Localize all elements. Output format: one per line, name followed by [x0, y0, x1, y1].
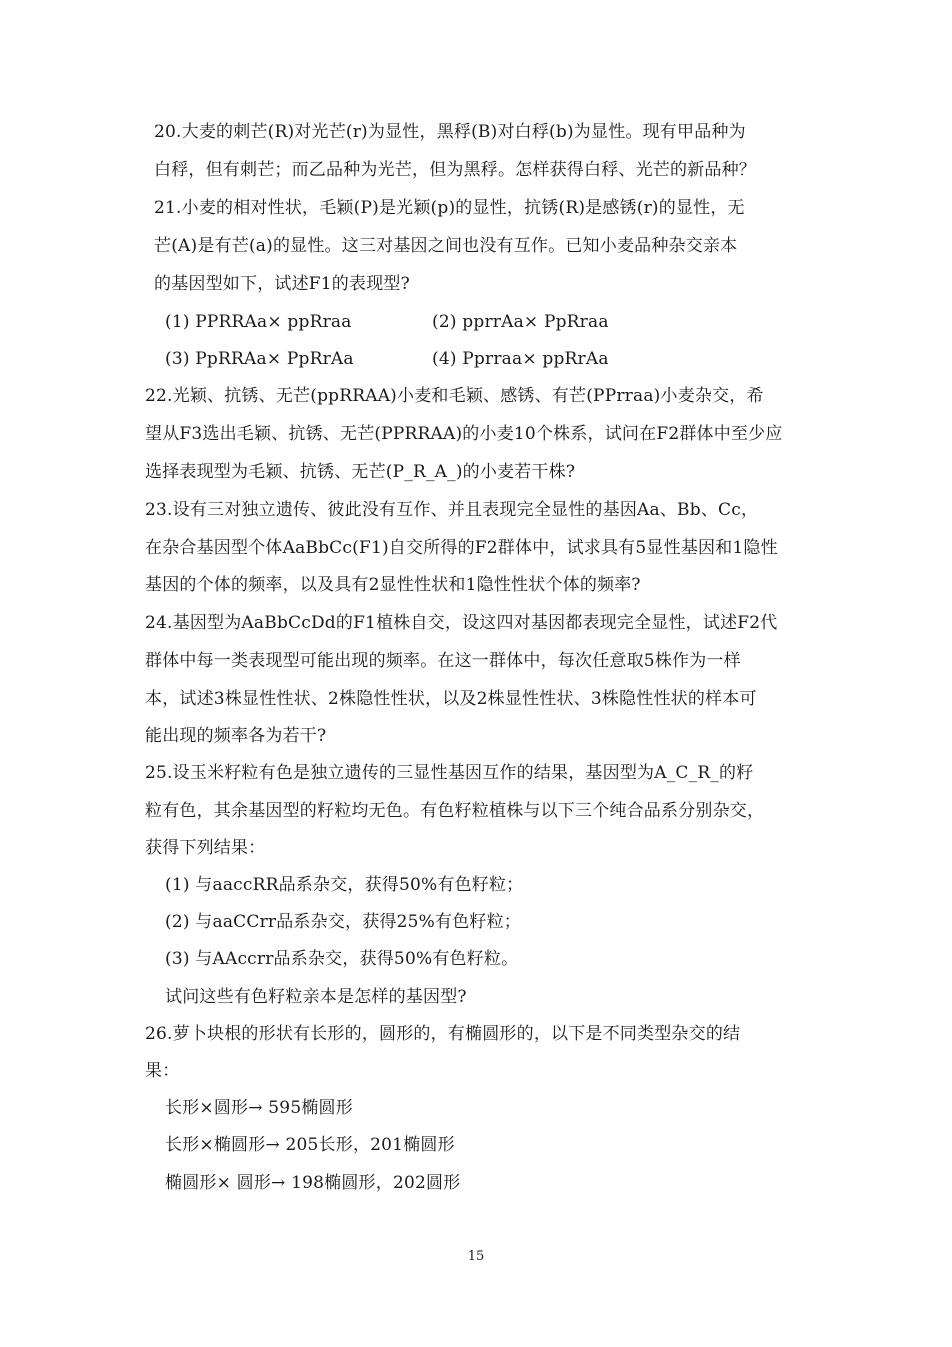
q25-result-3: (3) 与AAccrr品系杂交，获得50%有色籽粒。 — [165, 949, 519, 969]
q23-line-3: 基因的个体的频率，以及具有2显性性状和1隐性性状个体的频率? — [145, 575, 641, 595]
q24-line-1: 24.基因型为AaBbCcDd的F1植株自交，设这四对基因都表现完全显性，试述F2代 — [145, 613, 778, 633]
q24-line-2: 群体中每一类表现型可能出现的频率。在这一群体中，每次任意取5株作为一样 — [145, 651, 741, 671]
q21-line-2: 芒(A)是有芒(a)的显性。这三对基因之间也没有互作。已知小麦品种杂交亲本 — [154, 236, 738, 256]
q25-question: 试问这些有色籽粒亲本是怎样的基因型? — [165, 987, 467, 1007]
q22-line-2: 望从F3选出毛颖、抗锈、无芒(PPRRAA)的小麦10个株系，试问在F2群体中至少应 — [145, 424, 783, 444]
q26-cross-2: 长形×椭圆形→ 205长形，201椭圆形 — [165, 1135, 455, 1155]
q21-cross-3: (3) PpRRAa× PpRrAa — [165, 349, 354, 369]
q24-line-4: 能出现的频率各为若干? — [145, 726, 327, 746]
q21-line-1: 21.小麦的相对性状，毛颖(P)是光颖(p)的显性，抗锈(R)是感锈(r)的显性，无 — [154, 198, 745, 218]
q26-cross-3: 椭圆形× 圆形→ 198椭圆形，202圆形 — [165, 1173, 461, 1193]
q25-line-3: 获得下列结果： — [145, 838, 266, 858]
q23-line-2: 在杂合基因型个体AaBbCc(F1)自交所得的F2群体中，试求具有5显性基因和1隐性 — [145, 538, 778, 558]
q26-line-1: 26.萝卜块根的形状有长形的，圆形的，有椭圆形的，以下是不同类型杂交的结 — [145, 1024, 741, 1044]
q25-result-2: (2) 与aaCCrr品系杂交，获得25%有色籽粒； — [165, 912, 522, 932]
q21-line-3: 的基因型如下，试述F1的表现型? — [154, 274, 410, 294]
q21-cross-2: (2) pprrAa× PpRraa — [432, 312, 609, 332]
q22-line-1: 22.光颖、抗锈、无芒(ppRRAA)小麦和毛颖、感锈、有芒(PPrraa)小麦杂交，希 — [145, 386, 764, 406]
q25-line-1: 25.设玉米籽粒有色是独立遗传的三显性基因互作的结果，基因型为A_C_R_的籽 — [145, 763, 754, 783]
q21-cross-4: (4) Pprraa× ppRrAa — [432, 349, 609, 369]
q25-line-2: 粒有色，其余基因型的籽粒均无色。有色籽粒植株与以下三个纯合品系分别杂交， — [145, 801, 765, 821]
q26-line-2: 果： — [145, 1061, 180, 1081]
q23-line-1: 23.设有三对独立遗传、彼此没有互作、并且表现完全显性的基因Aa、Bb、Cc， — [145, 500, 759, 520]
q25-result-1: (1) 与aaccRR品系杂交，获得50%有色籽粒； — [165, 875, 524, 895]
q24-line-3: 本，试述3株显性性状、2株隐性性状，以及2株显性性状、3株隐性性状的样本可 — [145, 689, 757, 709]
q20-line-2: 白稃，但有刺芒；而乙品种为光芒，但为黑稃。怎样获得白稃、光芒的新品种？ — [154, 160, 756, 180]
q21-cross-1: (1) PPRRAa× ppRraa — [165, 312, 352, 332]
page-number: 15 — [467, 1249, 485, 1264]
q20-line-1: 20.大麦的刺芒(R)对光芒(r)为显性，黑稃(B)对白稃(b)为显性。现有甲品种为 — [154, 122, 746, 142]
q26-cross-1: 长形×圆形→ 595椭圆形 — [165, 1098, 353, 1118]
q22-line-3: 选择表现型为毛颖、抗锈、无芒(P_R_A_)的小麦若干株? — [145, 462, 576, 482]
